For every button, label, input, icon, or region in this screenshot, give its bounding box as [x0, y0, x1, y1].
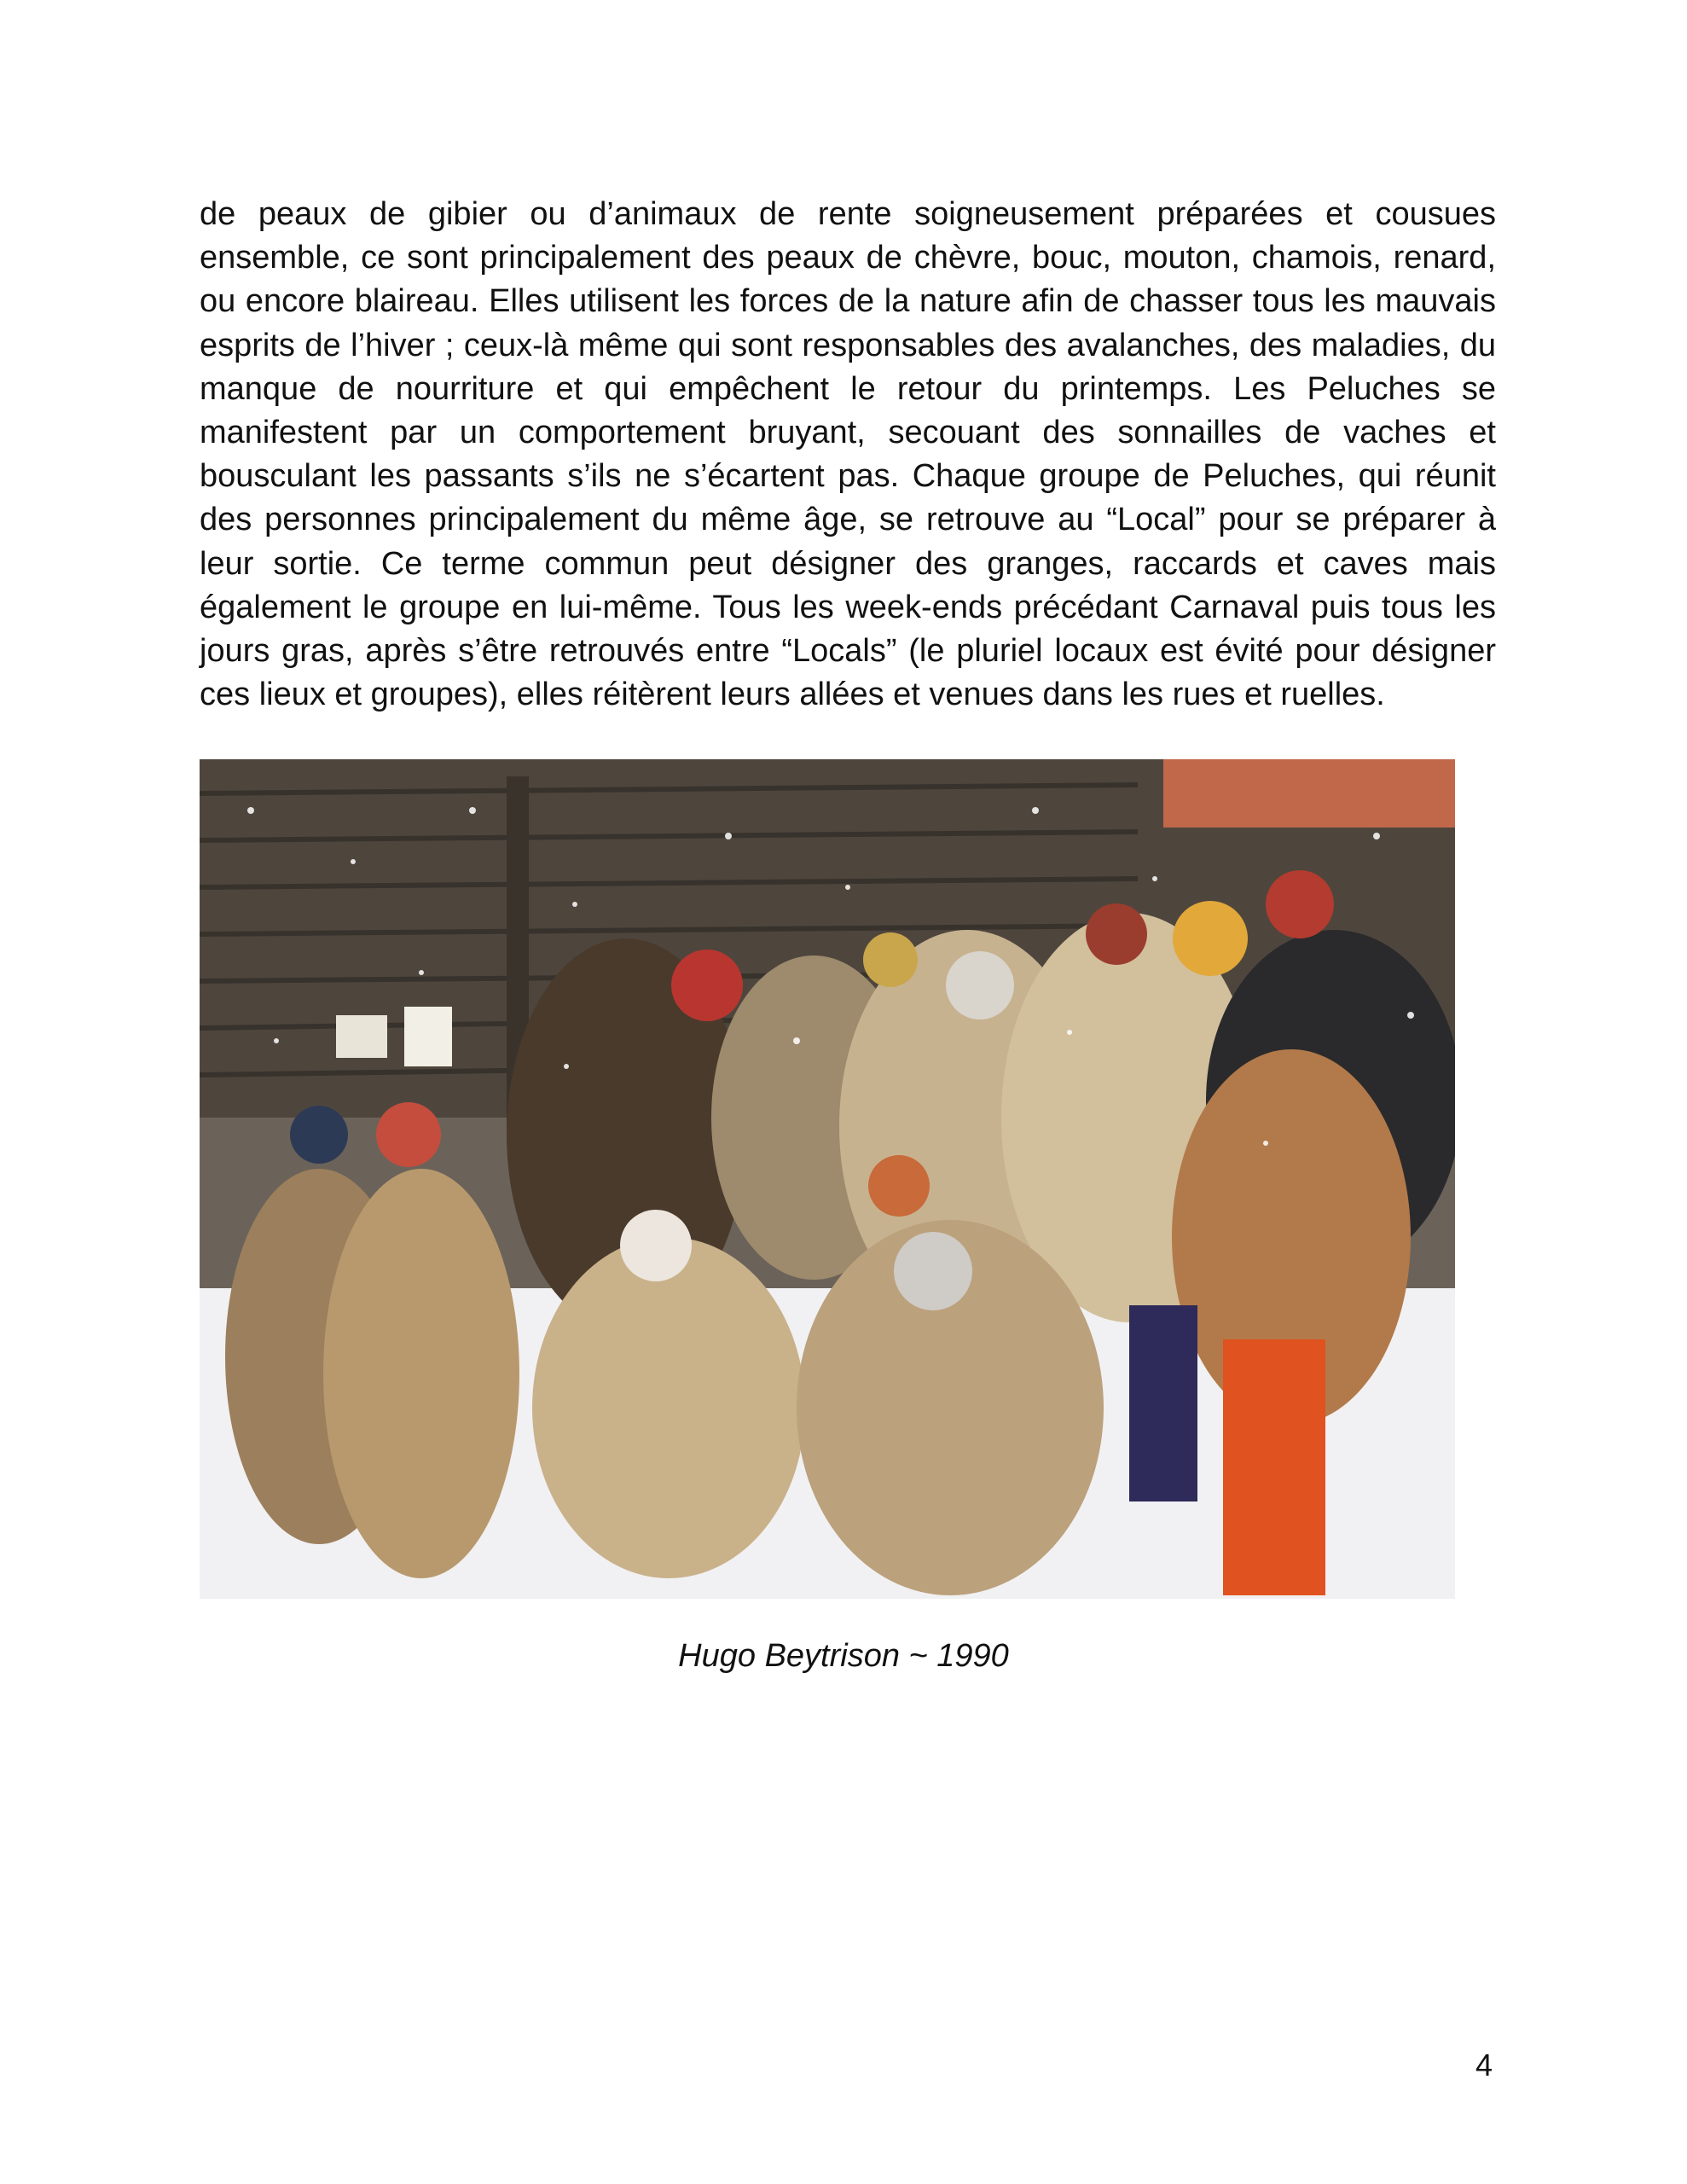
body-paragraph: de peaux de gibier ou d’animaux de rente soigneusement préparées et cousues ensemble, ce sont principalement des peaux de chèvre, bouc, mouton, chamois, renard, ou encore blaireau. Elles utilisent les forces de la nature afin de chasser tous les mauvais esprits de l’hiver ; ceux-là même qui sont responsables des avalanches, des maladies, du manque de nourriture et qui empêchent le retour du printemps. Les Peluches se manifestent par un comportement bruyant, secouant des sonnailles de vaches et bousculant les passants s’ils ne s’écartent pas. Chaque groupe de Peluches, qui réunit des personnes principalement du même âge, se retrouve au “Local” pour se préparer à leur sortie. Ce terme commun peut désigner des granges, raccards et caves mais également le groupe en lui-même. Tous les week-ends précédant Carnaval puis tous les jours gras, après s’être retrouvés entre “Locals” (le pluriel locaux est évité pour désigner ces lieux et groupes), elles réitèrent leurs allées et venues dans les rues et ruelles.	[200, 196, 1496, 713]
carnival-photo	[200, 759, 1455, 1599]
photo-caption: Hugo Beytrison ~ 1990	[678, 1638, 1009, 1674]
page-number: 4	[1475, 2048, 1493, 2082]
